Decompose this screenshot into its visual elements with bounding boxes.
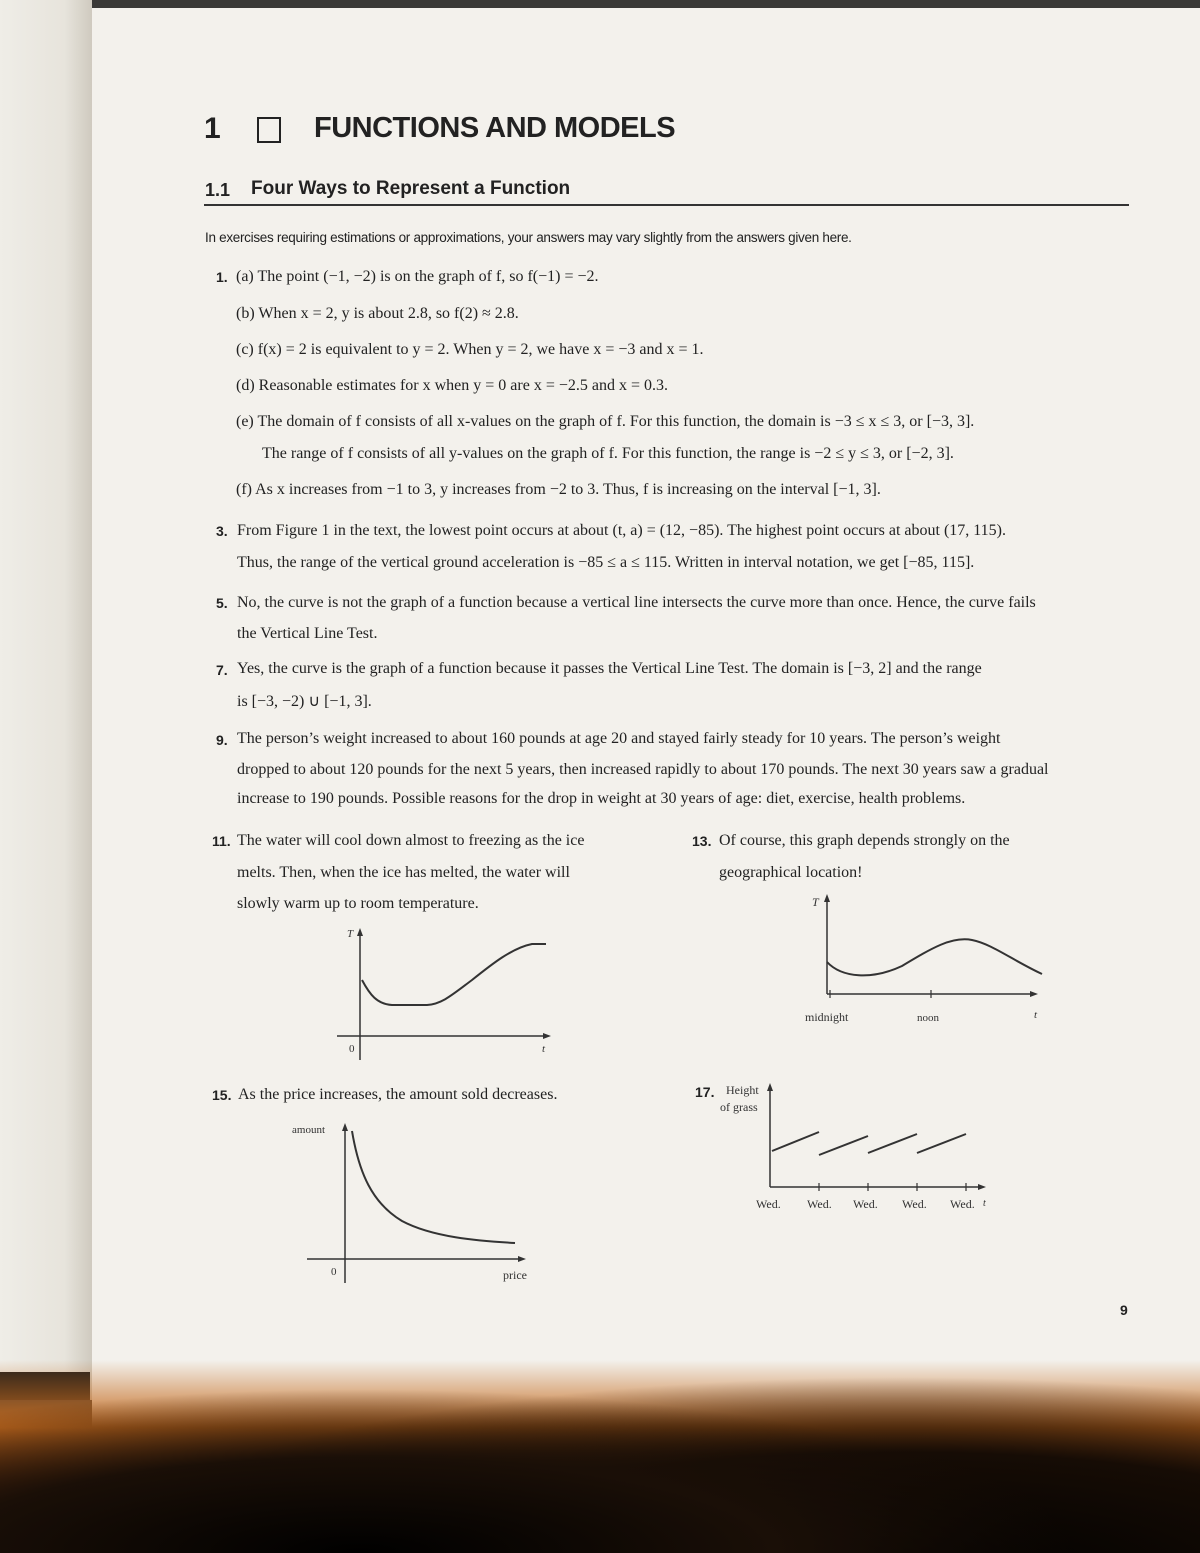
exercise-7-line: is [−3, −2) ∪ [−1, 3].	[237, 693, 372, 710]
chapter-box-icon	[257, 117, 281, 143]
exercise-11-line: slowly warm up to room temperature.	[237, 895, 479, 912]
tick-label-midnight: midnight	[805, 1010, 849, 1024]
tick-label: Wed.	[950, 1197, 975, 1211]
exercise-number: 11.	[212, 833, 231, 849]
book-gutter	[0, 0, 92, 1400]
temperature-curve	[827, 939, 1042, 975]
y-axis-label: amount	[292, 1124, 325, 1136]
exercise-number: 3.	[216, 523, 228, 539]
temperature-curve	[362, 944, 546, 1005]
section-title: Four Ways to Represent a Function	[251, 178, 571, 199]
chapter-number: 1	[204, 112, 221, 145]
exercise-number: 9.	[216, 732, 228, 748]
intro-note: In exercises requiring estimations or approximations, your answers may vary slightly from the answers given here.	[205, 230, 852, 245]
exercise-1d: (d) Reasonable estimates for x when y = 0 are x = −2.5 and x = 0.3.	[236, 377, 668, 394]
chapter-title: FUNCTIONS AND MODELS	[314, 112, 676, 144]
y-axis-arrow	[342, 1123, 348, 1131]
exercise-1b: (b) When x = 2, y is about 2.8, so f(2) ≈ 2.8.	[236, 305, 519, 322]
x-axis-label: t	[542, 1043, 546, 1055]
growth-segment	[868, 1134, 917, 1153]
y-axis-label-2: of grass	[720, 1100, 758, 1114]
growth-segment	[772, 1132, 819, 1151]
exercise-11-line: melts. Then, when the ice has melted, the water will	[237, 864, 570, 881]
section-rule	[204, 204, 1129, 206]
exercise-number: 1.	[216, 269, 228, 285]
exercise-1e: (e) The domain of f consists of all x-values on the graph of f. For this function, the domain is −3 ≤ x ≤ 3, or [−3, 3].	[236, 413, 975, 430]
tick-label: Wed.	[807, 1197, 832, 1211]
x-axis-arrow	[1030, 991, 1038, 997]
growth-segment	[917, 1134, 966, 1153]
x-axis-label: price	[503, 1268, 527, 1282]
book-page	[92, 8, 1200, 1548]
exercise-number: 13.	[692, 833, 712, 849]
tick-label: Wed.	[853, 1197, 878, 1211]
hand-shadow	[0, 1360, 1200, 1553]
y-axis-arrow	[767, 1083, 773, 1091]
demand-curve	[352, 1131, 515, 1243]
exercise-number: 5.	[216, 595, 228, 611]
exercise-number: 15.	[212, 1087, 232, 1103]
price-amount-graph	[287, 1113, 557, 1288]
origin-label: 0	[349, 1043, 355, 1055]
y-axis-label: Height	[726, 1083, 759, 1097]
exercise-9-line: dropped to about 120 pounds for the next 5 years, then increased rapidly to about 170 pounds. The next 30 years saw a gradual	[237, 761, 1049, 778]
exercise-1f: (f) As x increases from −1 to 3, y increases from −2 to 3. Thus, f is increasing on the interval [−1, 3].	[236, 481, 881, 498]
y-axis-label: T	[812, 895, 819, 909]
temperature-ice-graph	[332, 920, 572, 1065]
exercise-3-line: From Figure 1 in the text, the lowest point occurs at about (t, a) = (12, −85). The highest point occurs at about (17, 115).	[237, 522, 1007, 539]
x-axis-arrow	[518, 1256, 526, 1262]
x-axis-arrow	[543, 1033, 551, 1039]
x-axis-label: t	[983, 1198, 986, 1209]
section-number: 1.1	[205, 180, 231, 200]
exercise-1e-range: The range of f consists of all y-values on the graph of f. For this function, the range is −2 ≤ y ≤ 3, or [−2, 3].	[262, 445, 954, 462]
exercise-13-line: geographical location!	[719, 864, 863, 881]
exercise-number: 7.	[216, 662, 228, 678]
exercise-11-line: The water will cool down almost to freezing as the ice	[237, 832, 585, 849]
exercise-9-line: The person’s weight increased to about 160 pounds at age 20 and stayed fairly steady for 10 years. The person’s weight	[237, 730, 1001, 747]
x-axis-label: t	[1034, 1009, 1038, 1021]
exercise-7-line: Yes, the curve is the graph of a function because it passes the Vertical Line Test. The domain is [−3, 2] and the range	[237, 660, 982, 677]
exercise-5-line: the Vertical Line Test.	[237, 625, 378, 642]
exercise-number: 17.	[695, 1084, 715, 1100]
y-axis-arrow	[357, 928, 363, 936]
x-axis-arrow	[978, 1184, 986, 1190]
exercise-3-line: Thus, the range of the vertical ground acceleration is −85 ≤ a ≤ 115. Written in interval notation, we get [−85, 115].	[237, 554, 975, 571]
page-number: 9	[1120, 1302, 1128, 1318]
exercise-1a: (a) The point (−1, −2) is on the graph of f, so f(−1) = −2.	[236, 268, 599, 285]
exercise-9-line: increase to 190 pounds. Possible reasons for the drop in weight at 30 years of age: diet, exercise, health problems.	[237, 790, 966, 807]
y-axis-arrow	[824, 894, 830, 902]
y-axis-label: T	[347, 928, 354, 940]
exercise-1c: (c) f(x) = 2 is equivalent to y = 2. When y = 2, we have x = −3 and x = 1.	[236, 341, 704, 358]
origin-label: 0	[331, 1266, 337, 1278]
exercise-15-line: As the price increases, the amount sold decreases.	[238, 1086, 558, 1103]
exercise-13-line: Of course, this graph depends strongly on the	[719, 832, 1010, 849]
tick-label: Wed.	[756, 1197, 781, 1211]
temperature-day-graph	[792, 888, 1052, 1028]
tick-label: Wed.	[902, 1197, 927, 1211]
grass-height-graph	[712, 1073, 1002, 1218]
growth-segment	[819, 1136, 868, 1155]
exercise-5-line: No, the curve is not the graph of a function because a vertical line intersects the curve more than once. Hence, the curve fails	[237, 594, 1036, 611]
tick-label-noon: noon	[917, 1012, 939, 1024]
